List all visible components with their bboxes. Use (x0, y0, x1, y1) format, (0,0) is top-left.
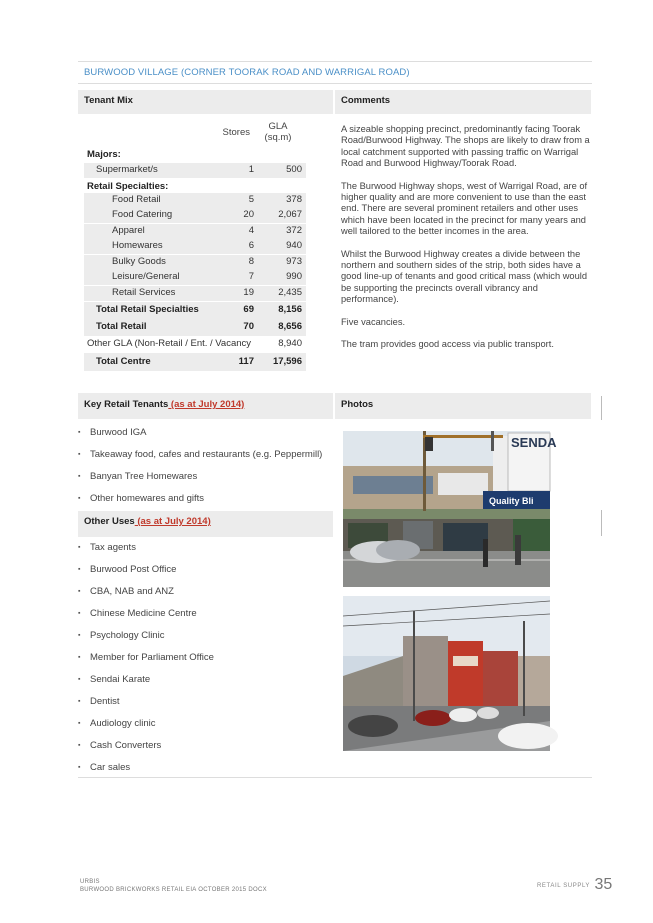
comment-paragraph: Whilst the Burwood Highway creates a divide between the northern and southern sides of the strip, both sides have a good line-up of tenants and good critical mass (which would be supporting the precincts overall vibrancy and performance). (341, 248, 587, 305)
list-item: ▪ Banyan Tree Homewares (78, 471, 333, 493)
comments-header: Comments (335, 90, 591, 114)
majors-label: Majors: (87, 149, 121, 160)
section-title: BURWOOD VILLAGE (CORNER TOORAK ROAD AND WARRIGAL ROAD) (84, 67, 410, 78)
table-row: Leisure/General 7 990 (84, 270, 306, 285)
other-uses-list (78, 542, 333, 784)
title-rule (78, 83, 592, 84)
list-item: ▪ Burwood Post Office (78, 564, 333, 586)
comments-text (341, 124, 591, 362)
top-rule (78, 61, 592, 62)
list-item: ▪ Takeaway food, cafes and restaurants (e.g. Peppermill) (78, 449, 333, 471)
table-row: Retail Services 19 2,435 (84, 286, 306, 301)
key-tenants-list (78, 427, 333, 515)
table-row-supermarkets: Supermarket/s 1 500 (84, 163, 306, 178)
list-item: ▪ Other homewares and gifts (78, 493, 333, 515)
comment-paragraph: A sizeable shopping precinct, predominantly facing Toorak Road/Burwood Highway. The shops are likely to draw from a local catchment supported with passing traffic on Warrigal Road and Burwood Highway/Toorak Road. (341, 124, 590, 169)
street-photo-1 (343, 431, 557, 587)
margin-mark (601, 396, 602, 420)
list-item: ▪ Tax agents (78, 542, 333, 564)
comment-paragraph: Five vacancies. (341, 316, 406, 327)
key-tenants-header: Key Retail Tenants (as at July 2014) (78, 393, 333, 419)
svg-text:Quality Bli: Quality Bli (489, 496, 534, 506)
table-row: Homewares 6 940 (84, 239, 306, 254)
page-number: 35 (594, 876, 613, 893)
bottom-rule (78, 777, 592, 778)
footer-reference: URBIS BURWOOD BRICKWORKS RETAIL EIA OCTOBER 2015 DOCX (80, 879, 267, 893)
col-gla-heading: GLA (sq.m) (264, 121, 292, 143)
margin-mark (601, 510, 602, 536)
street-photo-2 (343, 596, 550, 751)
list-item: ▪ Psychology Clinic (78, 630, 333, 652)
list-item: ▪ Member for Parliament Office (78, 652, 333, 674)
table-row: Apparel 4 372 (84, 224, 306, 239)
photos-header: Photos (335, 393, 591, 419)
table-row-other-gla: Other GLA (Non-Retail / Ent. / Vacancy 8,940 (87, 338, 302, 349)
table-row-total-retail: Total Retail 70 8,656 (84, 319, 306, 336)
comment-paragraph: The tram provides good access via public transport. (341, 339, 554, 350)
list-item: ▪ Sendai Karate (78, 674, 333, 696)
list-item: ▪ Dentist (78, 696, 333, 718)
list-item: ▪ CBA, NAB and ANZ (78, 586, 333, 608)
svg-text:SENDA: SENDA (511, 435, 557, 450)
table-row-total-specialties: Total Retail Specialties 69 8,156 (84, 302, 306, 319)
table-row: Bulky Goods 8 973 (84, 255, 306, 270)
list-item: ▪ Chinese Medicine Centre (78, 608, 333, 630)
footer-page: RETAIL SUPPLY 35 (537, 876, 613, 893)
list-item: ▪ Audiology clinic (78, 718, 333, 740)
other-uses-header: Other Uses (as at July 2014) (78, 511, 333, 537)
tenant-mix-header: Tenant Mix (78, 90, 333, 114)
list-item: ▪ Cash Converters (78, 740, 333, 762)
table-row: Food Catering 20 2,067 (84, 208, 306, 223)
comment-paragraph: The Burwood Highway shops, west of Warrigal Road, are of higher quality and are more convenient to use than the east end. There are several prominent retailers and other uses which have been located in the precinct for many years and well tailored to the better incomes in the area. (341, 180, 588, 237)
list-item: ▪ Burwood IGA (78, 427, 333, 449)
table-row-total-centre: Total Centre 117 17,596 (84, 353, 306, 371)
col-stores-heading: Stores (222, 127, 250, 138)
list-item: ▪ Car sales (78, 762, 333, 784)
table-row: Food Retail 5 378 (84, 193, 306, 208)
specialties-label: Retail Specialties: (87, 181, 169, 192)
